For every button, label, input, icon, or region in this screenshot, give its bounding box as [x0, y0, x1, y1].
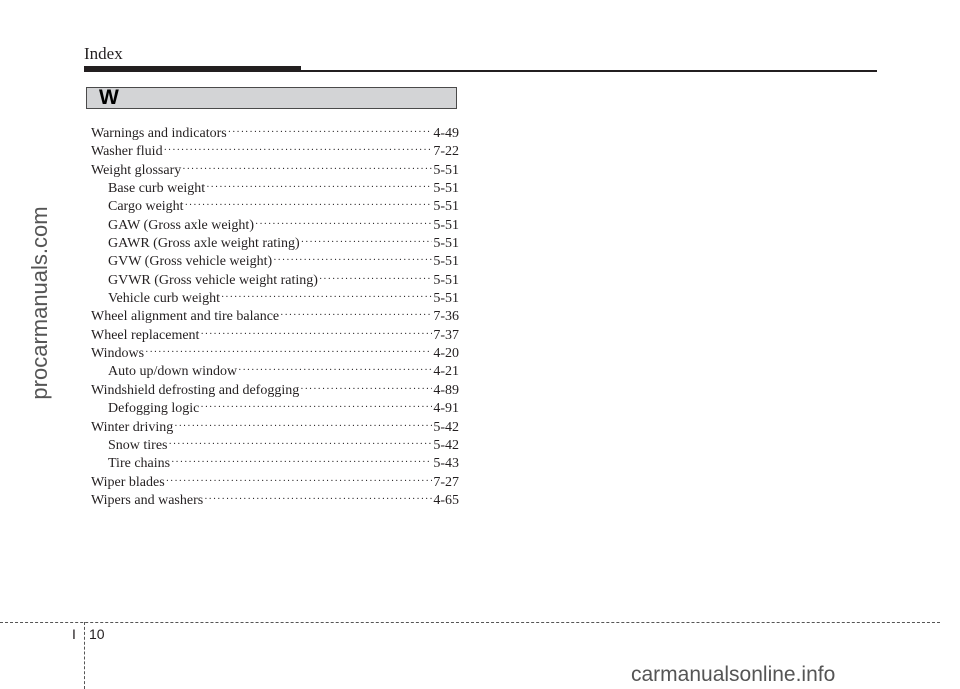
index-entry — [91, 125, 459, 143]
footer-watermark: carmanualsonline.info — [631, 663, 836, 686]
dot-leader — [164, 142, 433, 160]
index-entry — [91, 143, 459, 161]
dot-leader — [171, 454, 432, 472]
index-entry — [91, 419, 459, 437]
index-entry-label: Base curb weight — [108, 181, 206, 197]
index-entry — [91, 235, 459, 253]
index-entry-label: Wipers and washers — [91, 492, 204, 508]
index-entry-page: 4-91 — [433, 401, 459, 417]
index-entry-page: 4-21 — [433, 364, 459, 380]
index-entry-label: Wheel alignment and tire balance — [91, 309, 280, 325]
dot-leader — [200, 399, 432, 417]
index-entry — [91, 400, 459, 418]
index-entry-label: Washer fluid — [91, 144, 163, 160]
index-entry — [91, 308, 459, 326]
index-entry-label: Defogging logic — [108, 401, 200, 417]
section-letter-box — [86, 87, 457, 109]
index-entry-page: 5-51 — [433, 217, 459, 233]
dot-leader — [169, 436, 433, 454]
index-entry — [91, 217, 459, 235]
dot-leader — [228, 124, 433, 142]
dot-leader — [185, 197, 433, 215]
index-entry — [91, 437, 459, 455]
index-entry-page: 7-37 — [433, 327, 459, 343]
dot-leader — [200, 326, 432, 344]
page-header-title: Index — [84, 44, 123, 63]
index-entry — [91, 474, 459, 492]
index-entry-label: Weight glossary — [91, 162, 182, 178]
index-entry-label: GVW (Gross vehicle weight) — [108, 254, 273, 270]
dot-leader — [238, 362, 432, 380]
index-entry — [91, 363, 459, 381]
footer-divider — [0, 622, 940, 623]
footer-vertical-divider — [84, 622, 85, 689]
index-entry-page: 5-51 — [433, 254, 459, 270]
dot-leader — [273, 252, 432, 270]
index-entry-page: 4-65 — [433, 492, 459, 508]
index-entry-label: Snow tires — [108, 437, 168, 453]
dot-leader — [182, 161, 432, 179]
index-entry-page: 7-27 — [433, 474, 459, 490]
index-entry — [91, 272, 459, 290]
dot-leader — [255, 216, 432, 234]
dot-leader — [301, 234, 433, 252]
index-entry — [91, 180, 459, 198]
dot-leader — [145, 344, 432, 362]
index-entry-label: Wheel replacement — [91, 327, 200, 343]
index-entry-page: 4-49 — [433, 126, 459, 141]
dot-leader — [174, 418, 432, 436]
section-letter: W — [99, 86, 119, 109]
dot-leader — [206, 179, 432, 197]
index-entry-label: Warnings and indicators — [91, 126, 227, 141]
index-entry — [91, 253, 459, 271]
index-entry-label: Windshield defrosting and defogging — [91, 382, 300, 398]
footer-section-label: I — [72, 626, 76, 642]
index-entry-label: GVWR (Gross vehicle weight rating) — [108, 272, 318, 288]
index-entry-page: 5-51 — [433, 181, 459, 197]
index-entry — [91, 162, 459, 180]
dot-leader — [166, 473, 433, 491]
index-entry-page: 5-51 — [433, 291, 459, 307]
index-entry-page: 5-42 — [433, 419, 459, 435]
footer-page-number: 10 — [89, 626, 105, 642]
dot-leader — [300, 381, 432, 399]
index-entry — [91, 290, 459, 308]
index-entry-page: 5-51 — [433, 199, 459, 215]
dot-leader — [280, 307, 432, 325]
index-entry-label: Tire chains — [108, 456, 171, 472]
index-entry-label: GAWR (Gross axle weight rating) — [108, 236, 300, 252]
index-entry-page: 5-51 — [433, 272, 459, 288]
index-entry-label: Auto up/down window — [108, 364, 238, 380]
index-entry-page: 5-43 — [433, 456, 459, 472]
index-entry-label: Winter driving — [91, 419, 174, 435]
header-rule-thick — [84, 66, 301, 72]
index-entry-label: GAW (Gross axle weight) — [108, 217, 254, 233]
index-entry — [91, 345, 459, 363]
index-entry — [91, 382, 459, 400]
index-entry-page: 5-42 — [433, 437, 459, 453]
index-entry-label: Wiper blades — [91, 474, 165, 490]
index-entry-page: 5-51 — [433, 162, 459, 178]
index-entry — [91, 455, 459, 473]
index-entry-page: 4-20 — [433, 346, 459, 362]
dot-leader — [221, 289, 432, 307]
dot-leader — [204, 491, 432, 509]
index-entry-page: 7-22 — [433, 144, 459, 160]
side-watermark: procarmanuals.com — [27, 206, 52, 400]
index-entry-label: Vehicle curb weight — [108, 291, 220, 307]
header-rule-thin — [301, 70, 877, 72]
index-entry-page: 7-36 — [433, 309, 459, 325]
index-entry-label: Windows — [91, 346, 145, 362]
index-entry-list — [91, 125, 459, 510]
index-entry-page: 4-89 — [433, 382, 459, 398]
index-entry — [91, 327, 459, 345]
dot-leader — [319, 271, 432, 289]
index-entry-label: Cargo weight — [108, 199, 184, 215]
index-entry — [91, 198, 459, 216]
index-entry — [91, 492, 459, 510]
index-entry-page: 5-51 — [433, 236, 459, 252]
